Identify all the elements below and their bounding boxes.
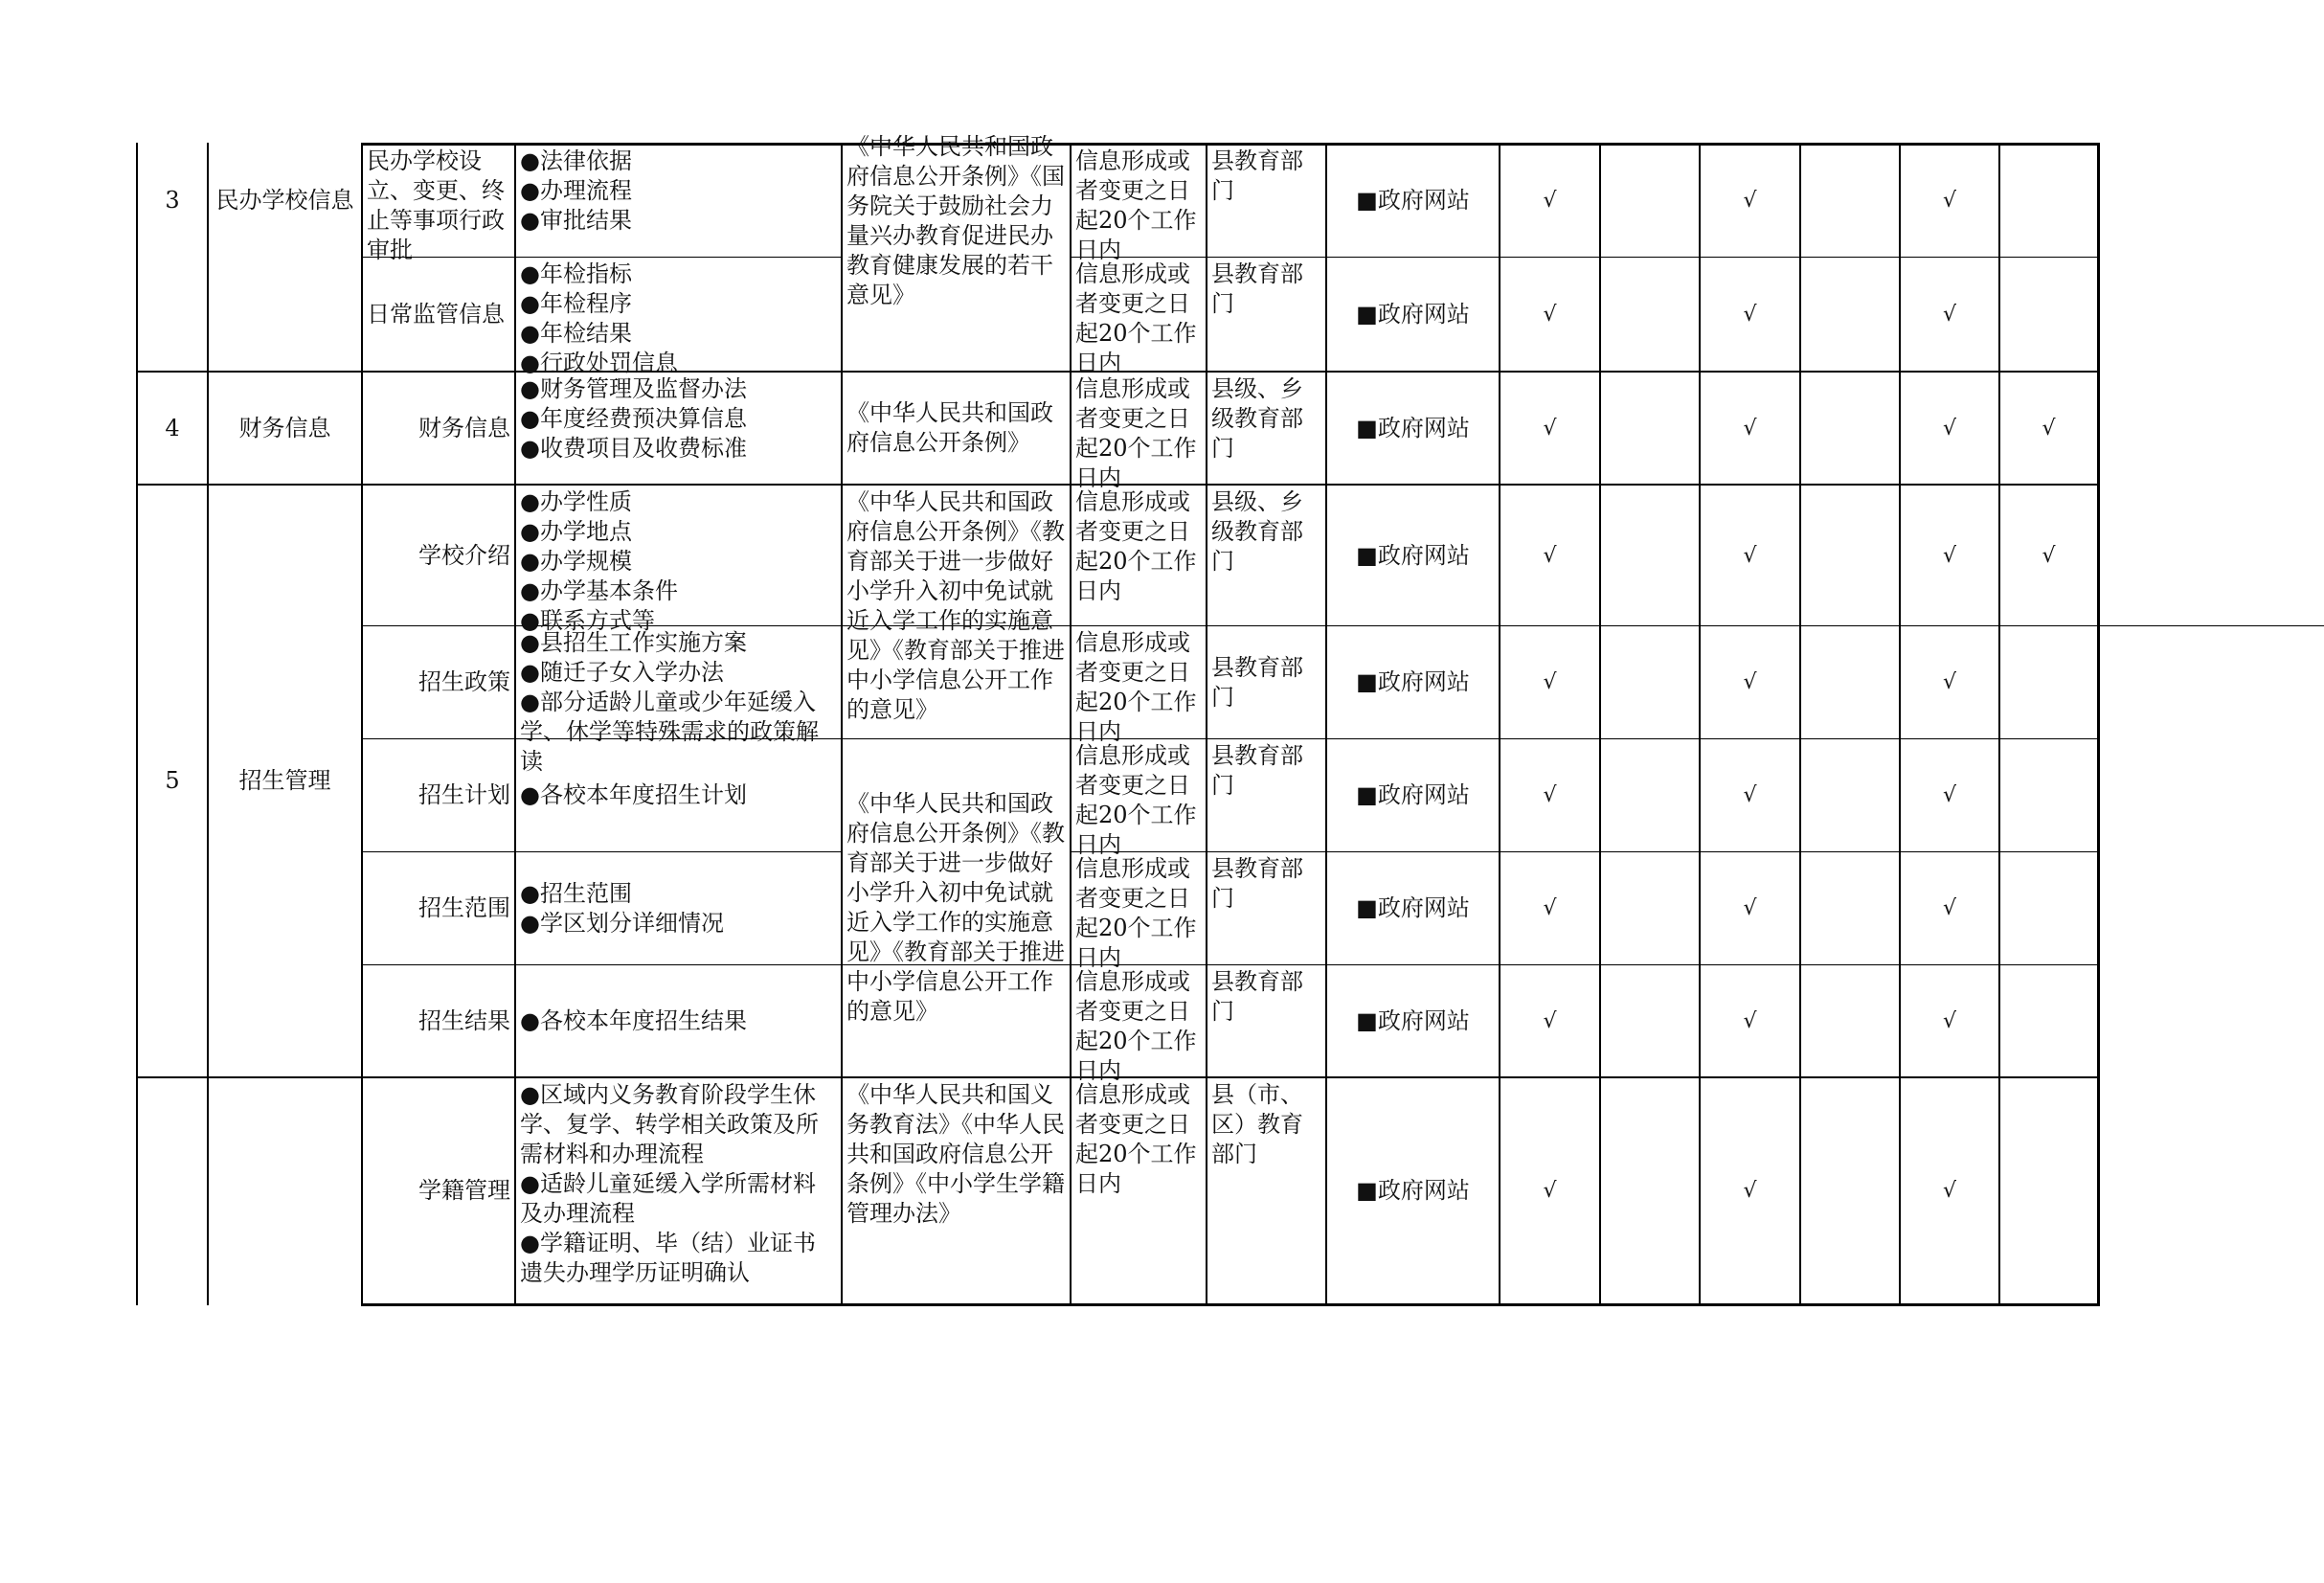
basis-cell: 《中华人民共和国政府信息公开条例》《教育部关于进一步做好小学升入初中免试就近入学工作的实施意见》《教育部关于推进中小学信息公开工作的意见》 <box>846 790 1065 1025</box>
channel-cell: ■政府网站 <box>1356 187 1470 214</box>
item-name: 招生结果 <box>418 1006 510 1034</box>
list-item: ●学区划分详细情况 <box>520 909 724 937</box>
item-name: 日常监管信息 <box>367 300 505 328</box>
basis-cell: 《中华人民共和国政府信息公开条例》 <box>846 399 1053 456</box>
check-mark <box>1801 145 1899 257</box>
check-mark <box>2000 739 2097 851</box>
list-item: ●各校本年度招生结果 <box>520 1006 747 1034</box>
channel-cell: ■政府网站 <box>1356 541 1470 569</box>
content-list <box>516 739 841 851</box>
check-mark: √ <box>1543 416 1557 441</box>
dept-cell: 县级、乡级教育部门 <box>1211 488 1303 575</box>
check-mark <box>2000 965 2097 1076</box>
table-bottom-border <box>361 1303 2099 1306</box>
check-mark <box>1801 373 1899 484</box>
dept-cell: 县教育部门 <box>1211 968 1303 1025</box>
time-limit-cell: 信息形成或者变更之日起20个工作日内 <box>1075 742 1197 858</box>
check-mark <box>1601 145 1699 257</box>
list-item: ●年检程序 <box>520 290 632 317</box>
check-mark <box>2000 626 2097 738</box>
check-mark: √ <box>1543 1008 1557 1033</box>
content-list <box>516 626 841 775</box>
channel-cell: ■政府网站 <box>1356 1006 1470 1034</box>
list-item: ●各校本年度招生计划 <box>520 781 747 808</box>
list-item: ●区域内义务教育阶段学生休学、复学、转学相关政策及所需材料和办理流程 <box>520 1081 819 1167</box>
check-mark: √ <box>1942 302 1957 327</box>
content-list <box>516 145 841 257</box>
list-item: ●收费项目及收费标准 <box>520 435 747 462</box>
row-number: 4 <box>165 414 180 441</box>
dept-cell: 县（市、区）教育部门 <box>1211 1081 1303 1167</box>
check-mark <box>2000 145 2097 257</box>
check-mark <box>1801 626 1899 738</box>
list-item: ●招生范围 <box>520 879 632 907</box>
check-mark <box>1601 739 1699 851</box>
dept-cell: 县级、乡级教育部门 <box>1211 375 1303 462</box>
category-cell: 财务信息 <box>238 414 331 441</box>
list-item: ●年度经费预决算信息 <box>520 405 747 432</box>
item-name: 招生计划 <box>418 781 510 808</box>
check-mark <box>1601 1078 1699 1303</box>
list-item: ●办学规模 <box>520 548 632 575</box>
list-item: ●年检指标 <box>520 260 632 287</box>
check-mark: √ <box>1942 189 1957 213</box>
content-list <box>516 373 841 484</box>
check-mark: √ <box>1743 416 1757 441</box>
check-mark: √ <box>1942 670 1957 694</box>
item-name: 学校介绍 <box>418 541 510 569</box>
row-number: 5 <box>165 767 180 794</box>
check-mark: √ <box>1543 302 1557 327</box>
list-item: ●随迁子女入学办法 <box>520 659 724 686</box>
content-list <box>516 258 841 376</box>
check-mark: √ <box>1942 783 1957 807</box>
check-mark: √ <box>1942 416 1957 441</box>
list-item: ●办理流程 <box>520 177 632 204</box>
time-limit-cell: 信息形成或者变更之日起20个工作日内 <box>1075 1081 1197 1197</box>
check-mark: √ <box>1743 1179 1757 1203</box>
list-item: ●财务管理及监督办法 <box>520 375 747 402</box>
check-mark: √ <box>1743 302 1757 327</box>
check-mark: √ <box>1543 896 1557 920</box>
check-mark: √ <box>1743 670 1757 694</box>
check-mark <box>1601 486 1699 625</box>
list-item: ●办学基本条件 <box>520 577 678 604</box>
check-mark: √ <box>1743 189 1757 213</box>
time-limit-cell: 信息形成或者变更之日起20个工作日内 <box>1075 968 1197 1084</box>
check-mark <box>2000 852 2097 964</box>
row-number <box>138 1078 207 1303</box>
check-mark <box>1801 258 1899 371</box>
check-mark: √ <box>1942 543 1957 568</box>
check-mark: √ <box>1543 543 1557 568</box>
check-mark <box>2000 1078 2097 1303</box>
list-item: ●法律依据 <box>520 147 632 174</box>
list-item: ●部分适龄儿童或少年延缓入学、休学等特殊需求的政策解读 <box>520 689 819 775</box>
check-mark: √ <box>1743 1008 1757 1033</box>
list-item: ●办学性质 <box>520 488 632 515</box>
channel-cell: ■政府网站 <box>1356 894 1470 921</box>
list-item: ●适龄儿童延缓入学所需材料及办理流程 <box>520 1170 816 1227</box>
check-mark: √ <box>1543 189 1557 213</box>
time-limit-cell: 信息形成或者变更之日起20个工作日内 <box>1075 147 1197 263</box>
check-mark <box>1601 852 1699 964</box>
dept-cell: 县教育部门 <box>1211 855 1303 912</box>
check-mark: √ <box>1743 783 1757 807</box>
category-cell: 招生管理 <box>238 767 331 794</box>
check-mark <box>1801 1078 1899 1303</box>
time-limit-cell: 信息形成或者变更之日起20个工作日内 <box>1075 488 1197 604</box>
dept-cell: 县教育部门 <box>1211 147 1303 204</box>
list-item: ●县招生工作实施方案 <box>520 629 747 656</box>
check-mark <box>1601 626 1699 738</box>
check-mark <box>1801 486 1899 625</box>
check-mark: √ <box>1942 896 1957 920</box>
check-mark: √ <box>1543 1179 1557 1203</box>
check-mark: √ <box>1543 670 1557 694</box>
time-limit-cell: 信息形成或者变更之日起20个工作日内 <box>1075 855 1197 971</box>
basis-cell: 《中华人民共和国政府信息公开条例》《国务院关于鼓励社会力量兴办教育促进民办教育健康发展的若干意见》 <box>846 133 1065 308</box>
category-cell <box>209 1078 361 1303</box>
category-cell: 民办学校信息 <box>215 187 354 214</box>
check-mark <box>2000 258 2097 371</box>
row-number: 3 <box>165 187 180 214</box>
dept-cell: 县教育部门 <box>1211 742 1303 799</box>
channel-cell: ■政府网站 <box>1356 668 1470 695</box>
item-name: 招生范围 <box>418 894 510 921</box>
time-limit-cell: 信息形成或者变更之日起20个工作日内 <box>1075 375 1197 491</box>
dept-cell: 县教育部门 <box>1211 653 1303 711</box>
list-item: ●联系方式等 <box>520 607 655 634</box>
channel-cell: ■政府网站 <box>1356 1177 1470 1204</box>
list-item: ●审批结果 <box>520 207 632 234</box>
time-limit-cell: 信息形成或者变更之日起20个工作日内 <box>1075 629 1197 745</box>
time-limit-cell: 信息形成或者变更之日起20个工作日内 <box>1075 260 1197 376</box>
check-mark: √ <box>1543 783 1557 807</box>
list-item: ●行政处罚信息 <box>520 350 678 376</box>
basis-cell: 《中华人民共和国政府信息公开条例》《教育部关于进一步做好小学升入初中免试就近入学工作的实施意见》《教育部关于推进中小学信息公开工作的意见》 <box>846 488 1065 723</box>
item-name: 民办学校设立、变更、终止等事项行政审批 <box>367 147 505 263</box>
dept-cell: 县教育部门 <box>1211 260 1303 317</box>
check-mark <box>1801 739 1899 851</box>
check-mark <box>1601 965 1699 1076</box>
list-item: ●年检结果 <box>520 320 632 347</box>
check-mark <box>1801 852 1899 964</box>
basis-cell: 《中华人民共和国义务教育法》《中华人民共和国政府信息公开条例》《中小学生学籍管理办法》 <box>846 1081 1065 1227</box>
content-list <box>516 1078 841 1303</box>
channel-cell: ■政府网站 <box>1356 414 1470 441</box>
list-item: ●办学地点 <box>520 518 632 545</box>
check-mark: √ <box>2042 416 2056 441</box>
channel-cell: ■政府网站 <box>1356 781 1470 808</box>
list-item: ●学籍证明、毕（结）业证书遗失办理学历证明确认 <box>520 1230 816 1286</box>
content-list <box>516 965 841 1076</box>
content-list <box>516 486 841 634</box>
channel-cell: ■政府网站 <box>1356 300 1470 328</box>
content-list <box>516 852 841 964</box>
check-mark <box>1801 965 1899 1076</box>
check-mark: √ <box>1942 1008 1957 1033</box>
check-mark <box>1601 373 1699 484</box>
check-mark: √ <box>2042 543 2056 568</box>
check-mark <box>1601 258 1699 371</box>
item-name: 招生政策 <box>418 668 510 695</box>
check-mark: √ <box>1743 543 1757 568</box>
table-right-border <box>2097 143 2100 1306</box>
check-mark: √ <box>1942 1179 1957 1203</box>
item-name: 学籍管理 <box>418 1177 510 1204</box>
item-name: 财务信息 <box>418 414 510 441</box>
check-mark: √ <box>1743 896 1757 920</box>
